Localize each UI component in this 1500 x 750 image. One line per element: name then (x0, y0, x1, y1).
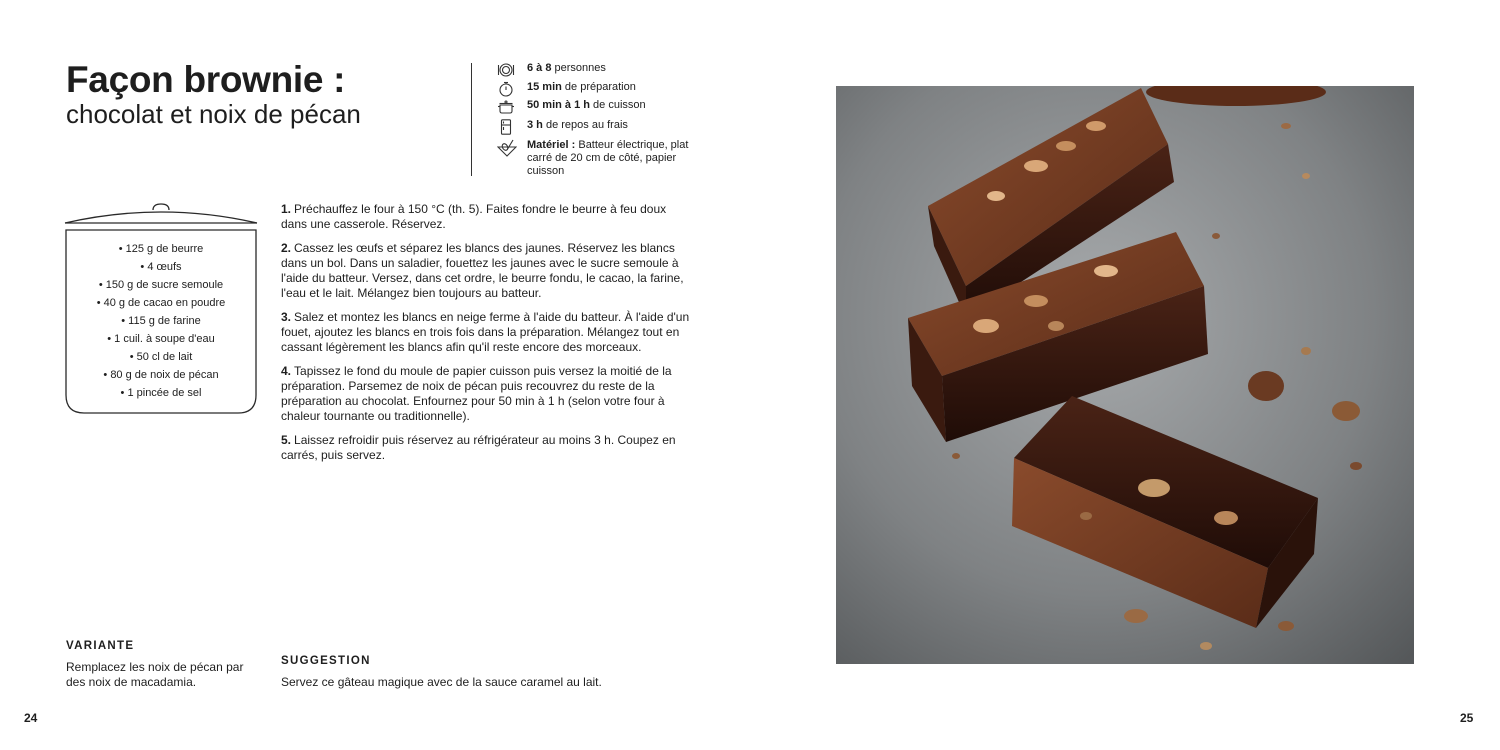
pot-lid (65, 212, 257, 223)
ingredient-item: • 4 œufs (140, 261, 182, 273)
step-4 (281, 364, 693, 424)
ingredient-item: • 50 cl de lait (129, 351, 193, 363)
step-number: 3. (281, 310, 292, 324)
step-text: Laissez refroidir puis réservez au réfrigérateur au moins 3 h. Coupez en carrés, puis servez. (281, 433, 676, 462)
ingredient-item: • 115 g de farine (121, 315, 201, 327)
brownie-photo (836, 86, 1414, 664)
step-text: Préchauffez le four à 150 °C (th. 5). Faites fondre le beurre à feu doux dans une casserole. Réservez. (281, 202, 667, 231)
step-3 (281, 310, 693, 355)
step-2 (281, 241, 693, 301)
recipe-steps (281, 202, 693, 472)
ingredient-item: • 40 g de cacao en poudre (96, 297, 226, 309)
step-5 (281, 433, 693, 463)
step-text: Tapissez le fond du moule de papier cuisson puis versez la moitié de la préparation. Parsemez de noix de pécan puis recouvrez du reste de la préparation au chocolat. Enfournez pour 50 min à 1 h (selon votre four à chaleur tournante ou traditionnelle). (281, 364, 672, 423)
info-rest (497, 119, 697, 134)
step-number: 2. (281, 241, 292, 255)
ingredient-item: • 125 g de beurre (118, 243, 204, 255)
step-1 (281, 202, 693, 232)
pot-icon (497, 99, 515, 115)
variante-text: Remplacez les noix de pécan par des noix de macadamia. (66, 660, 244, 689)
recipe-subtitle: chocolat et noix de pécan (66, 99, 361, 129)
page-number-right: 25 (1460, 711, 1474, 725)
suggestion-title: SUGGESTION (281, 655, 371, 667)
info-divider (471, 63, 472, 176)
ingredient-item: • 150 g de sucre semoule (98, 279, 224, 291)
info-equipment (497, 139, 697, 178)
rest-label: de repos au frais (542, 119, 628, 131)
info-cook (497, 99, 697, 114)
cook-label: de cuisson (589, 99, 646, 111)
step-number: 1. (281, 202, 292, 216)
rest-value: 3 h (527, 119, 543, 131)
whisk-bowl-icon (497, 139, 515, 155)
ingredient-item: • 1 cuil. à soupe d'eau (107, 333, 215, 345)
step-number: 4. (281, 364, 292, 378)
prep-label: de préparation (561, 81, 636, 93)
info-prep (497, 81, 697, 94)
page-number-left: 24 (24, 711, 38, 725)
equipment-value: Batteur électrique, plat carré de 20 cm de côté, papier cuisson (527, 139, 689, 177)
timer-icon (497, 81, 515, 97)
ingredients-list (68, 240, 254, 402)
plate-icon (497, 62, 515, 78)
suggestion-text: Servez ce gâteau magique avec de la sauce caramel au lait. (281, 675, 602, 689)
servings-value: 6 à 8 (527, 62, 552, 74)
variante-title: VARIANTE (66, 640, 135, 652)
ingredient-item: • 80 g de noix de pécan (103, 369, 219, 381)
step-number: 5. (281, 433, 292, 447)
recipe-title: Façon brownie : (66, 59, 346, 100)
servings-label: personnes (551, 62, 606, 74)
fridge-icon (497, 119, 515, 135)
prep-value: 15 min (527, 81, 562, 93)
recipe-info (497, 62, 697, 183)
step-text: Cassez les œufs et séparez les blancs des jaunes. Réservez les blancs dans un bol. Dans un saladier, fouettez les jaunes avec le sucre semoule à l'aide du batteur. Versez, dans cet ordre, le beurre fondu, le cacao, la farine, l'eau et le lait. Mélangez bien toujours au batteur. (281, 241, 684, 300)
ingredient-item: • 1 pincée de sel (120, 387, 202, 399)
info-servings (497, 62, 697, 76)
cook-value: 50 min à 1 h (527, 99, 590, 111)
step-text: Salez et montez les blancs en neige ferme à l'aide du batteur. À l'aide d'un fouet, ajoutez les blancs en trois fois dans la préparation. Mélangez tout en cassant légèrement les blancs afin qu'il reste encore des morceaux. (281, 310, 690, 354)
equipment-label: Matériel : (527, 139, 576, 151)
